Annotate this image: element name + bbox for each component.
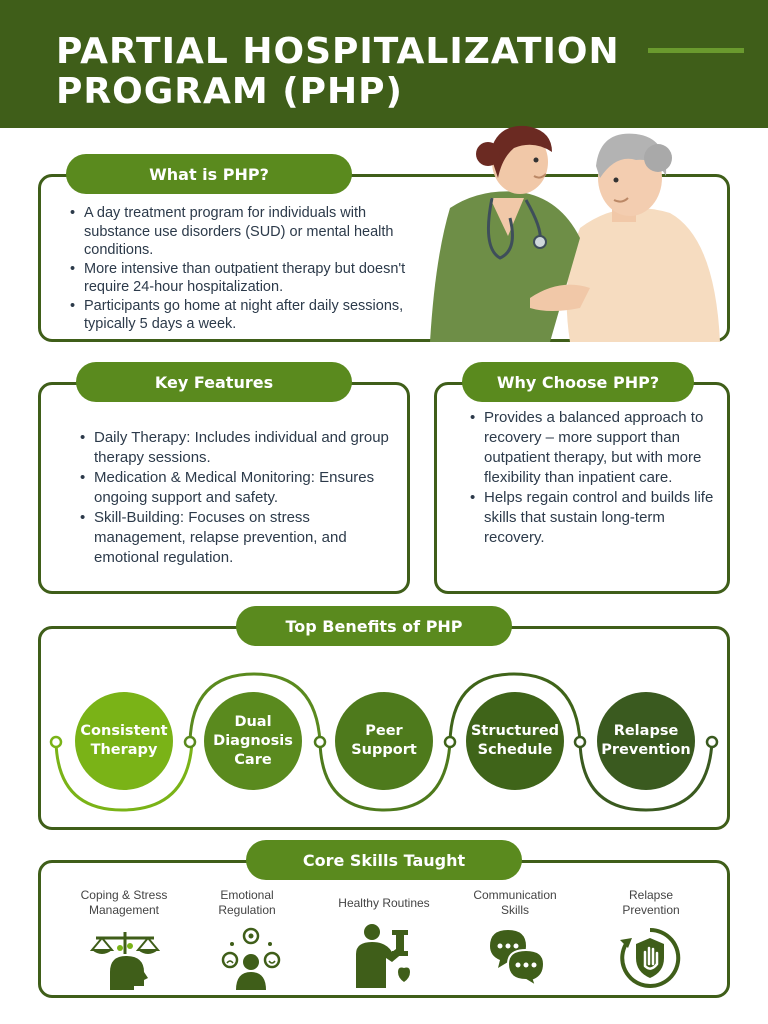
- benefit-structured-schedule: Structured Schedule: [466, 692, 564, 790]
- skill-label-routines: Healthy Routines: [338, 896, 430, 910]
- what-is-php-heading: What is PHP?: [66, 154, 352, 194]
- list-item: • More intensive than outpatient therapy but doesn't require 24-hour hospitalization.: [70, 260, 426, 297]
- skill-label-coping: Coping & Stress Management: [80, 888, 168, 917]
- benefit-peer-support: Peer Support: [335, 692, 433, 790]
- person-emotions-icon: [220, 926, 282, 990]
- header-rule: [648, 48, 744, 53]
- skill-label-relapse: Relapse Prevention: [622, 888, 680, 917]
- key-features-heading: Key Features: [76, 362, 352, 402]
- benefits-heading: Top Benefits of PHP: [236, 606, 512, 646]
- list-item: • Provides a balanced approach to recovery – more support than outpatient therapy, but with more flexibility than inpatient care.: [470, 408, 718, 488]
- benefit-dual-diagnosis-care: Dual Diagnosis Care: [204, 692, 302, 790]
- list-item: • Skill-Building: Focuses on stress management, relapse prevention, and emotional regulation.: [80, 508, 394, 568]
- skill-label-communication: Communication Skills: [473, 888, 557, 917]
- skills-heading: Core Skills Taught: [246, 840, 522, 880]
- key-features-list: [80, 428, 394, 568]
- list-item: • Helps regain control and builds life skills that sustain long-term recovery.: [470, 488, 718, 548]
- nurse-patient-illustration: [430, 118, 730, 342]
- why-choose-list: [470, 408, 718, 548]
- list-item: • Daily Therapy: Includes individual and group therapy sessions.: [80, 428, 394, 468]
- what-is-php-list: [70, 204, 426, 334]
- why-choose-heading: Why Choose PHP?: [462, 362, 694, 402]
- list-item: • A day treatment program for individuals with substance use disorders (SUD) or mental health conditions.: [70, 204, 426, 260]
- head-balance-icon: [90, 928, 160, 990]
- skill-label-emotional: Emotional Regulation: [218, 888, 276, 917]
- chat-bubbles-icon: [486, 926, 546, 986]
- page-header: [0, 0, 768, 128]
- page-title: PARTIAL HOSPITALIZATION PROGRAM (PHP): [56, 31, 620, 112]
- benefit-relapse-prevention: Relapse Prevention: [597, 692, 695, 790]
- fitness-icon: [352, 922, 416, 988]
- list-item: • Medication & Medical Monitoring: Ensures ongoing support and safety.: [80, 468, 394, 508]
- list-item: • Participants go home at night after daily sessions, typically 5 days a week.: [70, 297, 426, 334]
- benefit-consistent-therapy: Consistent Therapy: [75, 692, 173, 790]
- shield-hand-icon: [618, 926, 682, 990]
